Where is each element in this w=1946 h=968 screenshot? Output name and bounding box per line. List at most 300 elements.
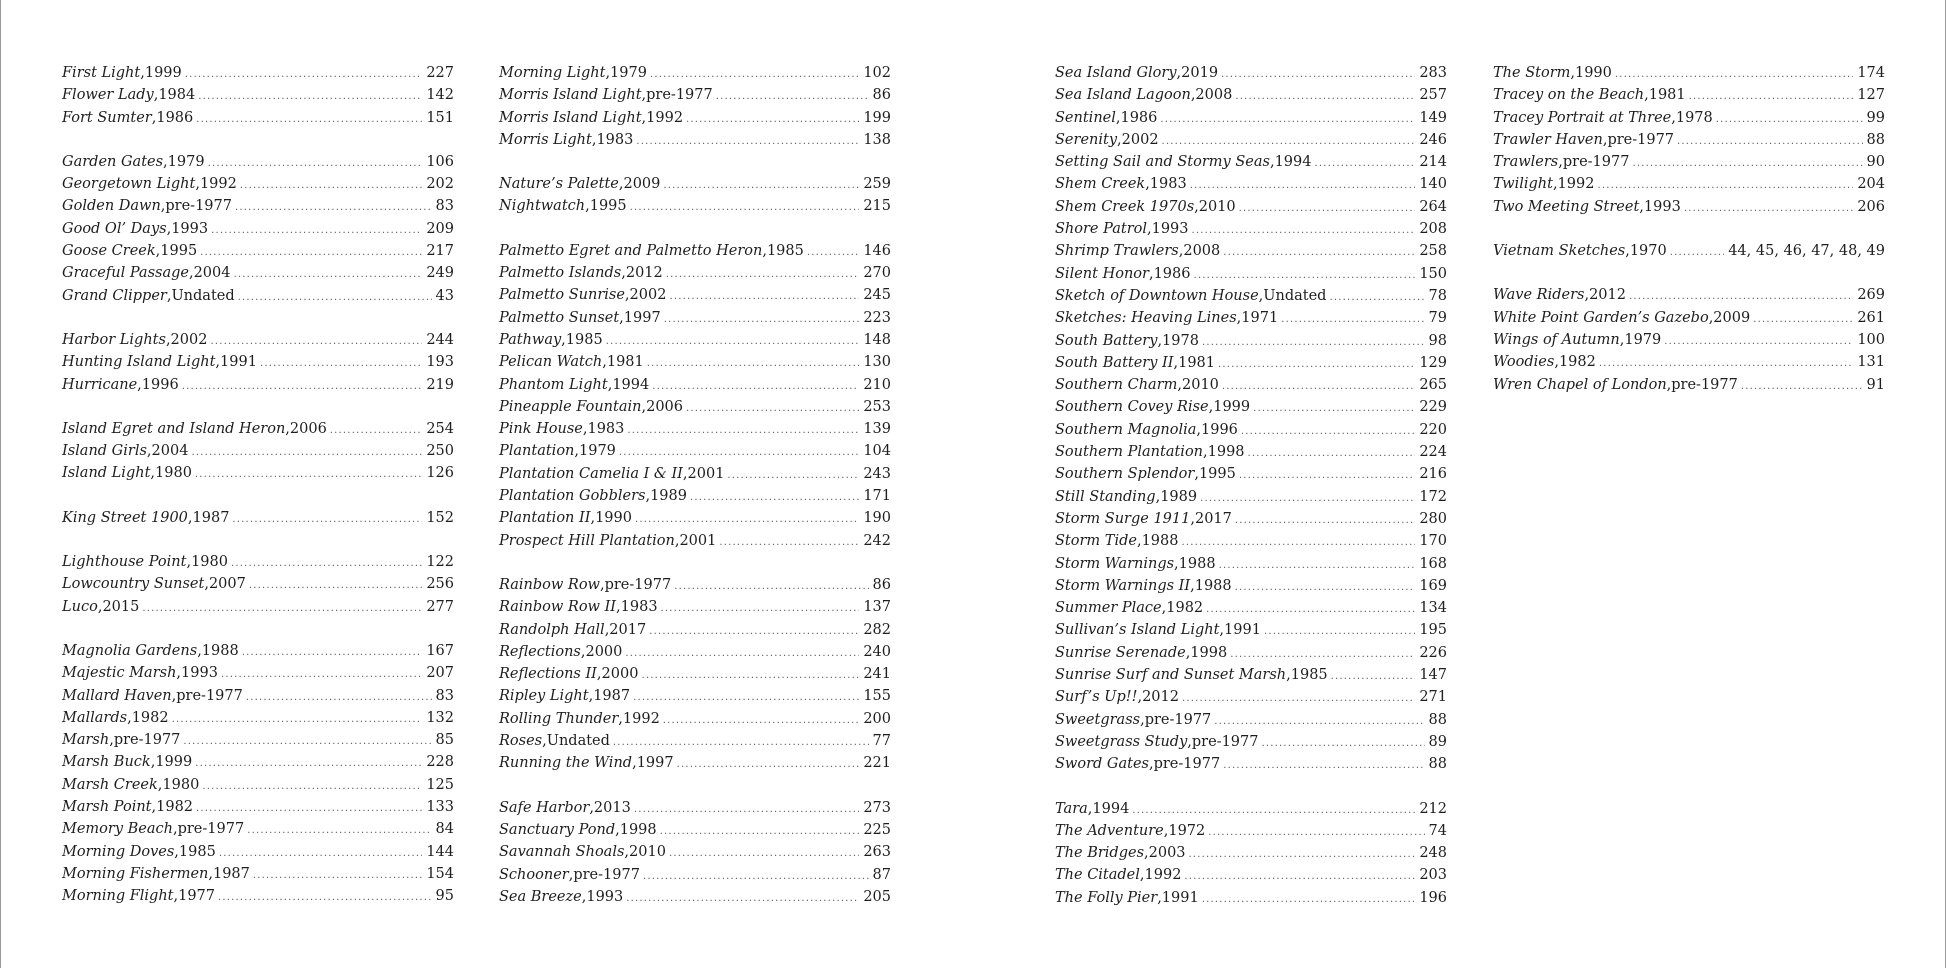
artwork-title: Mallards xyxy=(62,709,128,726)
title-year-separator: , xyxy=(1190,87,1196,104)
artwork-year: 1987 xyxy=(212,865,250,882)
artwork-title: Rolling Thunder xyxy=(499,710,619,727)
index-entry xyxy=(1493,129,1885,151)
index-letter-group xyxy=(499,240,891,552)
artwork-year: Undated xyxy=(1263,287,1327,304)
dot-leader xyxy=(716,86,869,108)
page-number: 132 xyxy=(426,709,454,726)
artwork-year: 1993 xyxy=(181,665,218,682)
index-entry xyxy=(62,662,454,684)
page-number: 283 xyxy=(1419,65,1447,81)
artwork-year: 2004 xyxy=(151,443,189,460)
title-year-separator: , xyxy=(1163,822,1169,839)
page-number: 87 xyxy=(872,866,891,883)
artwork-title: Sweetgrass Study xyxy=(1055,733,1188,750)
artwork-year: pre-1977 xyxy=(573,866,640,883)
dot-leader xyxy=(643,866,869,888)
index-entry xyxy=(499,440,891,462)
dot-leader xyxy=(686,398,859,420)
index-entry xyxy=(499,463,891,485)
index-entry xyxy=(1055,240,1447,262)
artwork-year: 2006 xyxy=(289,420,327,437)
page-number: 122 xyxy=(426,554,454,571)
index-letter-group xyxy=(62,551,454,618)
title-year-separator: , xyxy=(602,354,607,371)
index-entry xyxy=(62,685,454,707)
artwork-year: 1978 xyxy=(1675,109,1713,126)
page-number: 210 xyxy=(863,376,891,393)
title-year-separator: , xyxy=(762,242,767,259)
dot-leader xyxy=(652,376,859,398)
index-column-3 xyxy=(1055,62,1447,931)
index-entry xyxy=(499,864,891,886)
dot-leader xyxy=(1223,755,1424,777)
index-entry xyxy=(1055,508,1447,530)
title-year-separator: , xyxy=(127,709,132,726)
title-year-separator: , xyxy=(1619,331,1625,348)
page-number: 256 xyxy=(426,576,454,593)
page-number: 102 xyxy=(863,65,891,81)
artwork-title: Southern Charm xyxy=(1055,377,1178,394)
index-entry xyxy=(499,284,891,306)
artwork-year: pre-1977 xyxy=(177,821,245,838)
dot-leader xyxy=(242,642,423,664)
index-entry xyxy=(1055,798,1447,820)
artwork-title: Sea Island Glory xyxy=(1055,65,1177,81)
index-letter-group xyxy=(499,173,891,218)
index-entry xyxy=(1055,129,1447,151)
index-entry xyxy=(499,685,891,707)
artwork-title: Marsh Buck xyxy=(62,754,151,771)
index-entry xyxy=(1055,196,1447,218)
page-number: 205 xyxy=(863,888,891,905)
index-letter-group xyxy=(1493,284,1885,395)
page-number: 254 xyxy=(426,420,454,437)
dot-leader xyxy=(1200,488,1415,510)
dot-leader xyxy=(633,687,859,709)
title-year-separator: , xyxy=(591,131,597,148)
title-year-separator: , xyxy=(682,465,688,482)
artwork-year: pre-1977 xyxy=(604,576,672,593)
page-number: 88 xyxy=(1866,131,1885,148)
index-entry xyxy=(1055,686,1447,708)
page-number: 196 xyxy=(1419,889,1447,906)
title-year-separator: , xyxy=(1625,243,1630,260)
page-number: 223 xyxy=(863,309,891,326)
dot-leader xyxy=(1235,510,1415,532)
page-number: 91 xyxy=(1866,376,1885,393)
artwork-title: White Point Garden’s Gazebo xyxy=(1493,309,1709,326)
index-entry xyxy=(499,708,891,730)
page-number: 100 xyxy=(1857,331,1885,348)
index-entry xyxy=(1055,864,1447,886)
page-number: 244 xyxy=(426,331,454,348)
dot-leader xyxy=(660,821,860,843)
artwork-year: Undated xyxy=(171,287,235,304)
index-entry xyxy=(62,707,454,729)
page-edge-left xyxy=(0,0,1,968)
artwork-title: Hunting Island Light xyxy=(62,354,216,371)
index-entry xyxy=(62,374,454,396)
artwork-title: Marsh xyxy=(62,732,110,749)
title-year-separator: , xyxy=(97,598,103,615)
page-number: 149 xyxy=(1419,109,1447,126)
title-year-separator: , xyxy=(204,576,209,593)
page-number: 280 xyxy=(1419,510,1447,527)
dot-leader xyxy=(1202,332,1425,354)
index-letter-group xyxy=(62,151,454,307)
page-number: 174 xyxy=(1857,65,1885,81)
title-year-separator: , xyxy=(1570,65,1575,81)
dot-leader xyxy=(330,420,423,442)
title-year-separator: , xyxy=(1558,154,1563,171)
dot-leader xyxy=(1281,309,1424,331)
title-year-separator: , xyxy=(1087,800,1093,817)
page-number: 90 xyxy=(1866,154,1885,171)
page-number: 216 xyxy=(1419,466,1447,483)
dot-leader xyxy=(202,776,422,798)
index-entry xyxy=(1493,62,1885,84)
artwork-year: pre-1977 xyxy=(1144,711,1212,728)
artwork-title: Palmetto Sunrise xyxy=(499,287,625,304)
dot-leader xyxy=(634,799,859,821)
artwork-title: The Citadel xyxy=(1055,867,1140,884)
artwork-year: Undated xyxy=(546,733,610,750)
dot-leader xyxy=(661,598,860,620)
dot-leader xyxy=(1741,376,1863,398)
dot-leader xyxy=(1132,800,1415,822)
artwork-title: Morris Island Light xyxy=(499,109,642,126)
index-entry xyxy=(1493,151,1885,173)
artwork-title: Woodies xyxy=(1493,354,1555,371)
artwork-title: Phantom Light xyxy=(499,376,608,393)
dot-leader xyxy=(663,710,860,732)
dot-leader xyxy=(1223,242,1415,264)
artwork-year: 1979 xyxy=(1624,331,1662,348)
artwork-title: Lowcountry Sunset xyxy=(62,576,205,593)
artwork-title: Still Standing xyxy=(1055,488,1156,505)
artwork-year: 1984 xyxy=(158,87,196,104)
index-entry xyxy=(1055,642,1447,664)
artwork-year: 2002 xyxy=(1121,131,1159,148)
artwork-year: 1991 xyxy=(1224,622,1261,639)
title-year-separator: , xyxy=(618,176,624,193)
artwork-year: 2003 xyxy=(1148,845,1186,862)
title-year-separator: , xyxy=(1708,309,1714,326)
artwork-title: Trawlers xyxy=(1493,154,1559,171)
index-entry xyxy=(62,774,454,796)
title-year-separator: , xyxy=(624,287,630,304)
artwork-year: 1990 xyxy=(1574,65,1612,81)
title-year-separator: , xyxy=(1137,689,1143,706)
title-year-separator: , xyxy=(150,754,156,771)
page-number: 151 xyxy=(426,109,454,126)
artwork-year: 2002 xyxy=(629,287,667,304)
dot-leader xyxy=(1206,599,1415,621)
page-number: 130 xyxy=(863,354,891,371)
artwork-year: 1986 xyxy=(156,109,194,126)
artwork-title: The Folly Pier xyxy=(1055,889,1158,906)
page-number: 282 xyxy=(863,621,891,638)
index-entry xyxy=(1055,107,1447,129)
page-number: 138 xyxy=(863,131,891,148)
page-number: 43 xyxy=(435,287,454,304)
artwork-title: Palmetto Islands xyxy=(499,265,622,282)
index-column-4 xyxy=(1493,62,1885,418)
artwork-title: Island Girls xyxy=(62,443,147,460)
index-entry xyxy=(62,173,454,195)
title-year-separator: , xyxy=(632,755,637,772)
index-entry xyxy=(1055,530,1447,552)
dot-leader xyxy=(1193,265,1415,287)
dot-leader xyxy=(196,109,422,131)
artwork-year: 1999 xyxy=(144,65,182,81)
dot-leader xyxy=(1182,688,1415,710)
page-number: 240 xyxy=(863,643,891,660)
artwork-year: 1972 xyxy=(1168,822,1206,839)
dot-leader xyxy=(649,621,859,643)
dot-leader xyxy=(249,575,422,597)
title-year-separator: , xyxy=(1552,176,1558,193)
title-year-separator: , xyxy=(674,532,680,549)
index-entry xyxy=(1055,396,1447,418)
title-year-separator: , xyxy=(195,176,200,193)
page-number: 263 xyxy=(863,844,891,861)
dot-leader xyxy=(619,442,859,464)
artwork-title: Sanctuary Pond xyxy=(499,821,616,838)
page-number: 88 xyxy=(1428,711,1447,728)
artwork-year: 1979 xyxy=(579,443,616,460)
page-number: 209 xyxy=(426,220,454,237)
page-number: 258 xyxy=(1419,243,1447,260)
artwork-year: 1979 xyxy=(610,65,647,81)
title-year-separator: , xyxy=(616,599,621,616)
title-year-separator: , xyxy=(1584,287,1590,304)
dot-leader xyxy=(1241,421,1415,443)
artwork-year: 1997 xyxy=(623,309,661,326)
title-year-separator: , xyxy=(1269,154,1275,171)
artwork-year: 1985 xyxy=(565,331,603,348)
dot-leader xyxy=(677,754,860,776)
artwork-year: 1995 xyxy=(589,198,627,215)
page-number: 131 xyxy=(1857,354,1885,371)
dot-leader xyxy=(218,887,432,909)
dot-leader xyxy=(666,264,860,286)
title-year-separator: , xyxy=(174,843,179,860)
dot-leader xyxy=(686,109,859,131)
artwork-year: 1992 xyxy=(622,710,660,727)
dot-leader xyxy=(1239,198,1416,220)
artwork-title: Nature’s Palette xyxy=(499,176,619,193)
artwork-year: 1994 xyxy=(1274,154,1312,171)
index-entry xyxy=(62,551,454,573)
page-number: 259 xyxy=(863,176,891,193)
title-year-separator: , xyxy=(166,220,172,237)
index-entry xyxy=(499,641,891,663)
dot-leader xyxy=(1189,844,1416,866)
artwork-year: 1992 xyxy=(1557,176,1595,193)
artwork-title: Ripley Light xyxy=(499,688,589,705)
index-letter-group xyxy=(1493,240,1885,262)
index-entry xyxy=(1055,575,1447,597)
page-number: 224 xyxy=(1419,444,1447,461)
dot-leader xyxy=(1753,309,1853,331)
index-entry xyxy=(499,574,891,596)
artwork-title: Sentinel xyxy=(1055,109,1116,126)
artwork-year: 1970 xyxy=(1629,243,1667,260)
dot-leader xyxy=(200,242,422,264)
artwork-year: 1986 xyxy=(1120,109,1158,126)
index-entry xyxy=(62,885,454,907)
index-entry xyxy=(62,107,454,129)
artwork-year: 2015 xyxy=(102,598,140,615)
dot-leader xyxy=(1264,621,1415,643)
artwork-title: First Light xyxy=(62,65,141,81)
artwork-title: Shrimp Trawlers xyxy=(1055,243,1179,260)
artwork-title: Summer Place xyxy=(1055,600,1162,617)
artwork-title: Luco xyxy=(62,598,98,615)
index-entry xyxy=(62,796,454,818)
page-number: 193 xyxy=(426,354,454,371)
dot-leader xyxy=(669,843,859,865)
dot-leader xyxy=(246,687,432,709)
title-year-separator: , xyxy=(568,866,574,883)
artwork-year: 1980 xyxy=(155,465,192,482)
dot-leader xyxy=(235,197,432,219)
dot-leader xyxy=(1235,86,1415,108)
index-entry xyxy=(62,818,454,840)
artwork-year: pre-1977 xyxy=(1671,376,1738,393)
index-entry xyxy=(499,485,891,507)
artwork-year: 2009 xyxy=(1713,309,1751,326)
title-year-separator: , xyxy=(585,198,590,215)
index-letter-group xyxy=(62,640,454,908)
artwork-title: Island Light xyxy=(62,465,151,482)
artwork-year: 1985 xyxy=(1290,667,1328,684)
dot-leader xyxy=(172,709,423,731)
artwork-year: 1995 xyxy=(1198,466,1236,483)
artwork-year: 1988 xyxy=(1178,555,1216,572)
artwork-year: pre-1977 xyxy=(1153,756,1221,773)
artwork-title: Pathway xyxy=(499,331,562,348)
title-year-separator: , xyxy=(155,243,161,260)
artwork-title: Twilight xyxy=(1493,176,1553,193)
index-entry xyxy=(1055,753,1447,775)
artwork-title: Pink House xyxy=(499,421,583,438)
artwork-year: 1991 xyxy=(1161,889,1199,906)
artwork-title: Plantation xyxy=(499,443,575,460)
page-number: 106 xyxy=(426,153,454,170)
index-entry xyxy=(1055,731,1447,753)
title-year-separator: , xyxy=(1194,466,1199,483)
page-number: 171 xyxy=(863,488,891,505)
dot-leader xyxy=(690,487,859,509)
artwork-title: Tracey Portrait at Three xyxy=(1493,109,1672,126)
artwork-title: The Bridges xyxy=(1055,845,1145,862)
index-entry xyxy=(1493,284,1885,306)
page-number: 88 xyxy=(1428,756,1447,773)
index-entry xyxy=(499,107,891,129)
title-year-separator: , xyxy=(1187,733,1192,750)
artwork-title: Sea Breeze xyxy=(499,888,582,905)
artwork-title: Randolph Hall xyxy=(499,621,605,638)
artwork-year: 2013 xyxy=(593,799,631,816)
artwork-title: Trawler Haven xyxy=(1493,131,1603,148)
index-entry xyxy=(1055,486,1447,508)
page-number: 214 xyxy=(1419,154,1447,171)
artwork-title: Harbor Lights xyxy=(62,331,166,348)
artwork-year: 2000 xyxy=(585,643,623,660)
artwork-year: 2006 xyxy=(646,398,683,415)
index-entry xyxy=(62,507,454,529)
index-entry xyxy=(1055,463,1447,485)
artwork-year: 1999 xyxy=(155,754,193,771)
artwork-year: 2001 xyxy=(679,532,717,549)
title-year-separator: , xyxy=(215,354,221,371)
artwork-title: Southern Plantation xyxy=(1055,444,1204,461)
dot-leader xyxy=(210,331,422,353)
dot-leader xyxy=(1218,354,1415,376)
title-year-separator: , xyxy=(1157,889,1162,906)
page-number: 203 xyxy=(1419,867,1447,884)
page-number: 273 xyxy=(863,799,891,816)
artwork-title: Marsh Creek xyxy=(62,776,158,793)
index-entry xyxy=(1055,352,1447,374)
artwork-title: Southern Magnolia xyxy=(1055,421,1197,438)
index-entry xyxy=(499,819,891,841)
page-number: 270 xyxy=(863,265,891,282)
dot-leader xyxy=(198,86,422,108)
artwork-year: 1991 xyxy=(220,354,257,371)
index-entry xyxy=(62,262,454,284)
page-number: 204 xyxy=(1857,176,1885,193)
artwork-year: 1987 xyxy=(192,509,230,526)
index-entry xyxy=(1055,887,1447,909)
page-number: 190 xyxy=(863,510,891,527)
page-number: 125 xyxy=(426,776,454,793)
page-number: 200 xyxy=(863,710,891,727)
artwork-title: Palmetto Egret and Palmetto Heron xyxy=(499,242,763,259)
index-entry xyxy=(1055,419,1447,441)
artwork-title: Morning Doves xyxy=(62,843,175,860)
dot-leader xyxy=(195,753,422,775)
index-column-1 xyxy=(62,62,454,930)
index-entry xyxy=(499,84,891,106)
artwork-year: 1985 xyxy=(178,843,216,860)
dot-leader xyxy=(1222,376,1415,398)
page-number: 206 xyxy=(1857,198,1885,215)
artwork-title: Serenity xyxy=(1055,131,1118,148)
index-entry xyxy=(1055,441,1447,463)
page-number: 269 xyxy=(1857,287,1885,304)
artwork-title: Goose Creek xyxy=(62,243,156,260)
artwork-title: Sunrise Serenade xyxy=(1055,644,1186,661)
title-year-separator: , xyxy=(1639,198,1644,215)
index-letter-group xyxy=(62,62,454,129)
artwork-title: King Street 1900 xyxy=(62,509,188,526)
title-year-separator: , xyxy=(1190,577,1195,594)
page-number: 228 xyxy=(426,754,454,771)
index-entry xyxy=(1055,173,1447,195)
dot-leader xyxy=(238,287,432,309)
title-year-separator: , xyxy=(1115,109,1121,126)
index-entry xyxy=(1055,84,1447,106)
dot-leader xyxy=(626,888,859,910)
title-year-separator: , xyxy=(151,109,157,126)
artwork-year: 1981 xyxy=(1178,354,1216,371)
artwork-title: Southern Covey Rise xyxy=(1055,399,1209,416)
dot-leader xyxy=(1248,443,1416,465)
